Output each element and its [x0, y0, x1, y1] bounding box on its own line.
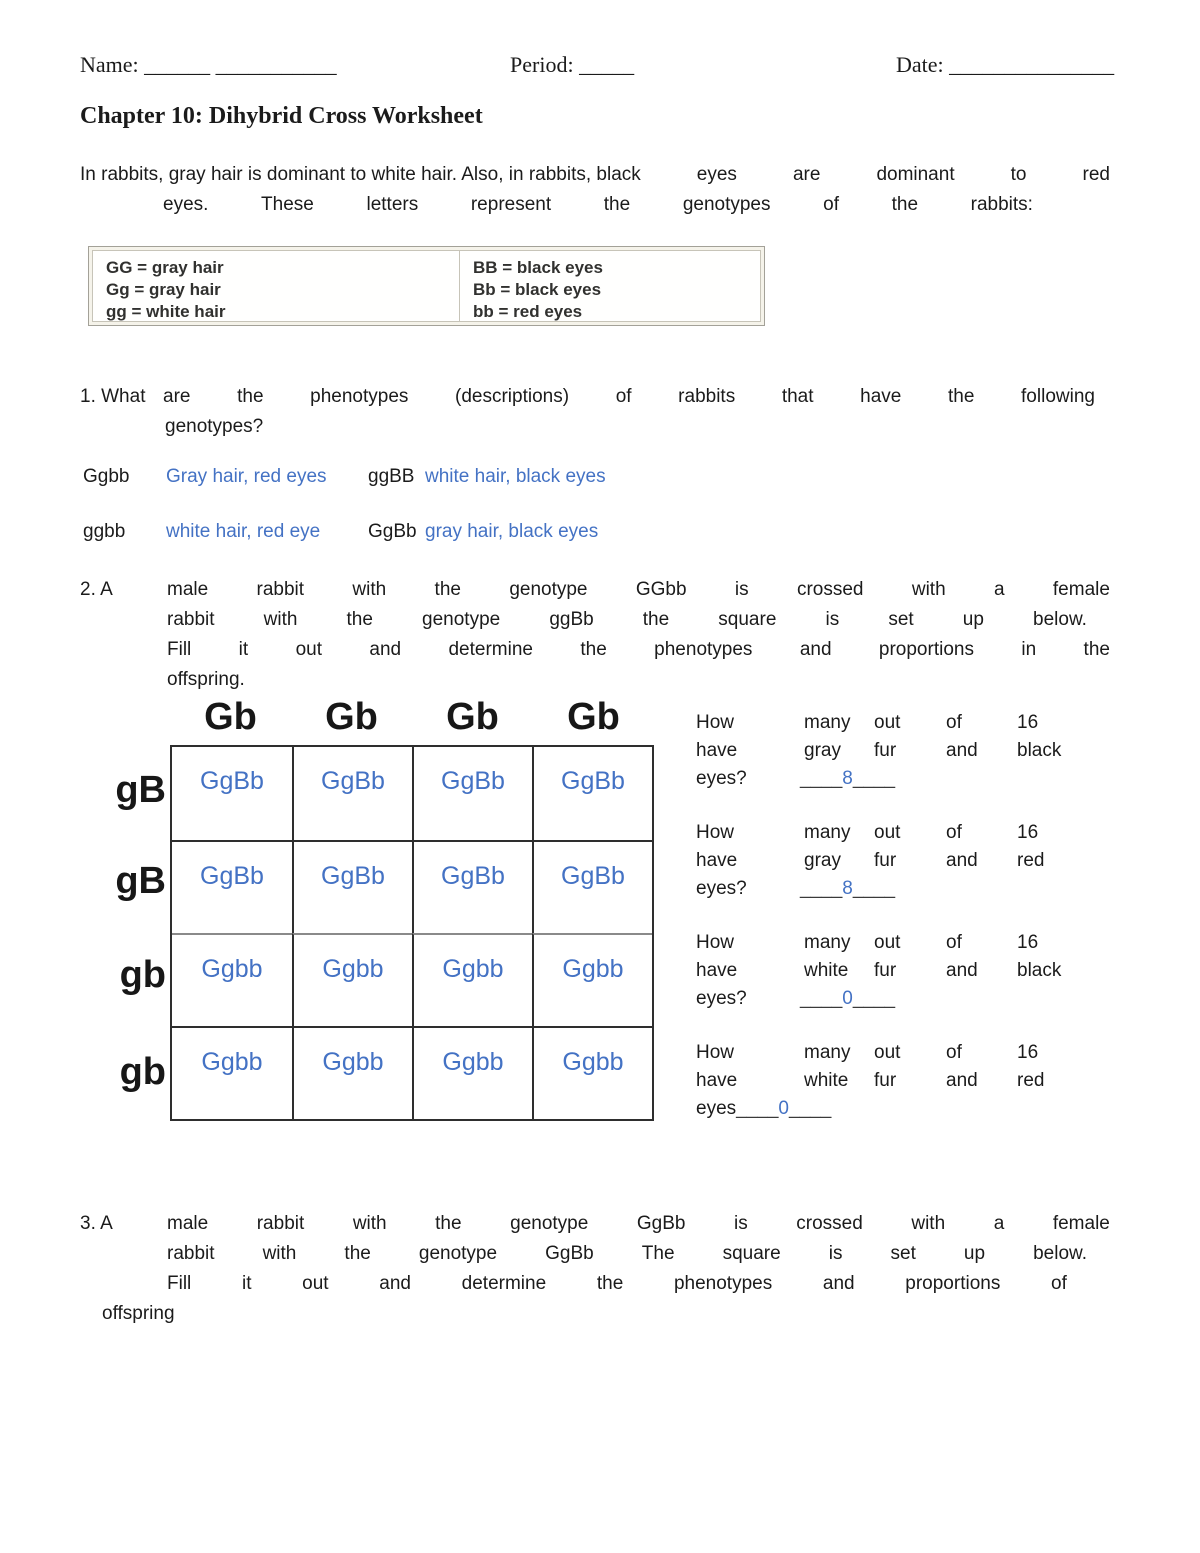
word: out: [874, 1042, 901, 1063]
word: have: [696, 740, 738, 761]
word: up: [963, 1243, 986, 1264]
word: rabbit: [256, 1213, 305, 1234]
genotype-label: Ggbb: [83, 466, 130, 487]
name-field: [80, 52, 337, 78]
genotype-label: GgBb: [368, 521, 417, 542]
word: and: [379, 1273, 411, 1294]
word: the: [237, 386, 264, 407]
word: 16: [1017, 932, 1039, 953]
word: Fill: [167, 639, 192, 660]
word: How: [696, 1042, 735, 1063]
answer-value: 8: [842, 768, 853, 789]
word: genotype: [418, 1243, 498, 1264]
word: fur: [874, 740, 897, 761]
q1-marker: 1. What: [80, 386, 146, 407]
word: the: [434, 579, 461, 600]
word: and: [946, 1070, 978, 1091]
word: determine: [448, 639, 533, 660]
word: is: [734, 1213, 748, 1234]
word: fur: [874, 850, 897, 871]
tally-answer-line: [696, 768, 1088, 796]
word: with: [352, 579, 387, 600]
q1-line-1: [163, 385, 1095, 409]
word: the: [580, 639, 607, 660]
word: have: [696, 960, 738, 981]
word: How: [696, 822, 735, 843]
punnett-row-header: gB: [115, 769, 166, 811]
tally-line-1: [696, 712, 1088, 740]
q3-line-1: [167, 1212, 1110, 1236]
punnett-cell: GgBb: [292, 747, 412, 840]
word: a: [993, 579, 1005, 600]
tally-line-1: [696, 822, 1088, 850]
name-label: Name:: [80, 52, 139, 77]
word: the: [891, 194, 919, 215]
answer-value: 8: [842, 878, 853, 899]
word: genotype: [422, 609, 501, 630]
word: dominant: [876, 164, 955, 185]
word: and: [369, 639, 402, 660]
word: with: [911, 1213, 946, 1234]
word: ggBb: [549, 609, 594, 630]
q2-line-1: [167, 578, 1110, 602]
word: phenotypes: [654, 639, 753, 660]
q1-answer-row: [80, 465, 1120, 491]
genotype-label: ggbb: [83, 521, 126, 542]
answer-value: 0: [778, 1098, 789, 1119]
punnett-cell: GgBb: [172, 840, 292, 933]
word: are: [792, 164, 821, 185]
word: of: [823, 194, 839, 215]
word: and: [946, 960, 978, 981]
punnett-col-header: Gb: [204, 696, 257, 738]
punnett-cell: GgBb: [200, 767, 264, 795]
word: red: [1017, 1070, 1045, 1091]
name-blank-1: ______: [144, 52, 211, 77]
word: gray: [804, 740, 841, 761]
tally-line-2: [696, 960, 1088, 988]
tally-label: eyes: [696, 1098, 737, 1119]
punnett-col-header: Gb: [325, 696, 378, 738]
word: rabbit: [167, 1243, 215, 1264]
word: How: [696, 932, 735, 953]
word: male: [167, 579, 209, 600]
word: have: [860, 386, 902, 407]
word: white: [804, 960, 849, 981]
intro-line-1: [80, 163, 1110, 187]
word: 16: [1017, 712, 1039, 733]
word: the: [1083, 639, 1110, 660]
period-blank: _____: [579, 52, 635, 77]
punnett-row-header: gb: [119, 1051, 166, 1093]
word: female: [1052, 1213, 1110, 1234]
q2-line-4: offspring.: [167, 669, 245, 690]
tally-question-gray-red: [696, 822, 1088, 906]
word: rabbits:: [970, 194, 1033, 215]
word: red: [1017, 850, 1045, 871]
q3-line-2: [167, 1242, 1087, 1266]
word: and: [822, 1273, 855, 1294]
word: the: [603, 194, 631, 215]
tally-line-2: [696, 1070, 1088, 1098]
word: rabbit: [256, 579, 305, 600]
word: following: [1021, 386, 1095, 407]
tally-answer-line: [696, 878, 1088, 906]
date-label: Date:: [896, 52, 944, 77]
word: the: [947, 386, 975, 407]
word: white: [804, 1070, 849, 1091]
word: of: [946, 932, 962, 953]
word: the: [346, 609, 373, 630]
key-line: bb = red eyes: [473, 302, 583, 321]
word: rabbit: [167, 609, 215, 630]
word: represent: [470, 194, 552, 215]
punnett-square: [170, 745, 654, 1121]
word: of: [946, 712, 962, 733]
word: the: [435, 1213, 462, 1234]
word: the: [642, 609, 670, 630]
word: out: [874, 822, 901, 843]
q2-line-2: [167, 608, 1087, 632]
phenotype-answer: white hair, red eye: [166, 521, 321, 542]
punnett-row-header: gb: [119, 954, 166, 996]
q3-marker: 3. A: [80, 1213, 113, 1234]
word: that: [781, 386, 814, 407]
word: square: [722, 1243, 781, 1264]
word: a: [993, 1213, 1005, 1234]
word: These: [261, 194, 314, 215]
word: female: [1052, 579, 1110, 600]
word: rabbits: [678, 386, 736, 407]
q2-line-3: [167, 638, 1110, 662]
word: it: [241, 1273, 252, 1294]
punnett-cell: GgBb: [532, 747, 652, 840]
word: GGbb: [635, 579, 687, 600]
name-blank-2: ___________: [215, 52, 337, 77]
phenotype-answer: white hair, black eyes: [425, 466, 606, 487]
word: eyes.: [163, 194, 209, 215]
word: with: [911, 579, 946, 600]
genotype-key-box: [88, 246, 765, 326]
tally-line-1: [696, 1042, 1088, 1070]
word: out: [302, 1273, 329, 1294]
answer-blank: ____0____: [800, 988, 896, 1009]
word: many: [804, 932, 851, 953]
word: phenotypes: [673, 1273, 773, 1294]
word: the: [596, 1273, 624, 1294]
word: have: [696, 850, 738, 871]
tally-label: eyes?: [696, 878, 747, 899]
word: gray: [804, 850, 841, 871]
q1-answer-row: [80, 520, 1120, 546]
word: out: [874, 712, 901, 733]
answer-blank: ____8____: [800, 878, 896, 899]
key-line: Bb = black eyes: [473, 280, 602, 299]
key-line: GG = gray hair: [106, 258, 224, 277]
word: with: [262, 1243, 297, 1264]
word: of: [946, 1042, 962, 1063]
word: phenotypes: [310, 386, 409, 407]
word: and: [946, 740, 978, 761]
q3-line-3: [167, 1272, 1067, 1296]
word: is: [828, 1243, 843, 1264]
word: square: [718, 609, 777, 630]
period-label: Period:: [510, 52, 574, 77]
word: proportions: [878, 639, 974, 660]
punnett-cell: Ggbb: [532, 1026, 652, 1119]
key-hair-column: [93, 251, 460, 321]
key-eyes-column: [460, 251, 760, 321]
punnett-cell: GgBb: [412, 747, 532, 840]
word: crossed: [796, 1213, 863, 1234]
punnett-cell: GgBb: [412, 840, 532, 933]
word: set: [890, 1243, 916, 1264]
tally-label: eyes?: [696, 768, 747, 789]
tally-answer-line: [696, 1098, 1088, 1126]
key-line: gg = white hair: [106, 302, 226, 321]
phenotype-answer: Gray hair, red eyes: [166, 466, 327, 487]
word: with: [352, 1213, 387, 1234]
tally-question-white-black: [696, 932, 1088, 1016]
word: are: [163, 386, 191, 407]
answer-value: 0: [842, 988, 853, 1009]
word: genotype: [509, 579, 588, 600]
punnett-cell: Ggbb: [412, 933, 532, 1026]
punnett-col-header: Gb: [446, 696, 499, 738]
word: and: [799, 639, 832, 660]
punnett-row-header: gB: [115, 860, 166, 902]
word: below.: [1033, 609, 1087, 630]
word: genotypes: [682, 194, 771, 215]
genotype-label: ggBB: [368, 466, 415, 487]
word: determine: [461, 1273, 547, 1294]
word: male: [167, 1213, 209, 1234]
word: In rabbits, gray hair is dominant to white hair. Also, in rabbits, black: [80, 164, 641, 185]
word: genotype: [510, 1213, 589, 1234]
punnett-col-header: Gb: [567, 696, 620, 738]
word: Fill: [167, 1273, 192, 1294]
intro-line-2: [163, 193, 1033, 217]
word: black: [1017, 740, 1062, 761]
word: fur: [874, 960, 897, 981]
word: How: [696, 712, 735, 733]
punnett-cell: GgBb: [532, 840, 652, 933]
word: out: [295, 639, 322, 660]
word: it: [238, 639, 249, 660]
word: red: [1082, 164, 1110, 185]
word: eyes: [696, 164, 737, 185]
punnett-cell: Ggbb: [292, 1026, 412, 1119]
word: 16: [1017, 822, 1039, 843]
punnett-cell: Ggbb: [172, 1026, 292, 1119]
answer-blank: ____0____: [736, 1098, 832, 1119]
date-blank: _______________: [949, 52, 1115, 77]
word: fur: [874, 1070, 897, 1091]
word: with: [263, 609, 298, 630]
word: up: [962, 609, 984, 630]
word: proportions: [905, 1273, 1001, 1294]
word: to: [1010, 164, 1027, 185]
word: in: [1021, 639, 1037, 660]
key-line: BB = black eyes: [473, 258, 603, 277]
word: letters: [366, 194, 419, 215]
word: 16: [1017, 1042, 1039, 1063]
q2-marker: 2. A: [80, 579, 113, 600]
page-title: Chapter 10: Dihybrid Cross Worksheet: [80, 103, 483, 129]
period-field: [510, 52, 634, 78]
word: (descriptions): [455, 386, 570, 407]
word: The: [641, 1243, 675, 1264]
word: of: [1051, 1273, 1067, 1294]
word: the: [344, 1243, 371, 1264]
word: many: [804, 712, 851, 733]
tally-line-1: [696, 932, 1088, 960]
date-field: [896, 52, 1114, 78]
word: black: [1017, 960, 1062, 981]
answer-blank: ____8____: [800, 768, 896, 789]
word: below.: [1033, 1243, 1087, 1264]
word: crossed: [796, 579, 864, 600]
punnett-cell: Ggbb: [532, 933, 652, 1026]
punnett-cell: Ggbb: [412, 1026, 532, 1119]
word: is: [734, 579, 749, 600]
word: GgBb: [636, 1213, 686, 1234]
word: have: [696, 1070, 738, 1091]
word: many: [804, 822, 851, 843]
word: out: [874, 932, 901, 953]
word: of: [946, 822, 962, 843]
punnett-cell: GgBb: [292, 840, 412, 933]
q1-line-2: genotypes?: [165, 416, 264, 437]
tally-line-2: [696, 740, 1088, 768]
key-line: Gg = gray hair: [106, 280, 221, 299]
tally-label: eyes?: [696, 988, 747, 1009]
tally-answer-line: [696, 988, 1088, 1016]
tally-question-gray-black: [696, 712, 1088, 796]
punnett-cell: Ggbb: [172, 933, 292, 1026]
tally-line-2: [696, 850, 1088, 878]
q3-line-4: offspring: [102, 1303, 175, 1324]
phenotype-answer: gray hair, black eyes: [425, 521, 599, 542]
tally-question-white-red: [696, 1042, 1088, 1126]
punnett-cell: Ggbb: [292, 933, 412, 1026]
word: many: [804, 1042, 851, 1063]
word: and: [946, 850, 978, 871]
word: of: [615, 386, 632, 407]
word: is: [825, 609, 840, 630]
word: GgBb: [545, 1243, 594, 1264]
word: set: [888, 609, 914, 630]
